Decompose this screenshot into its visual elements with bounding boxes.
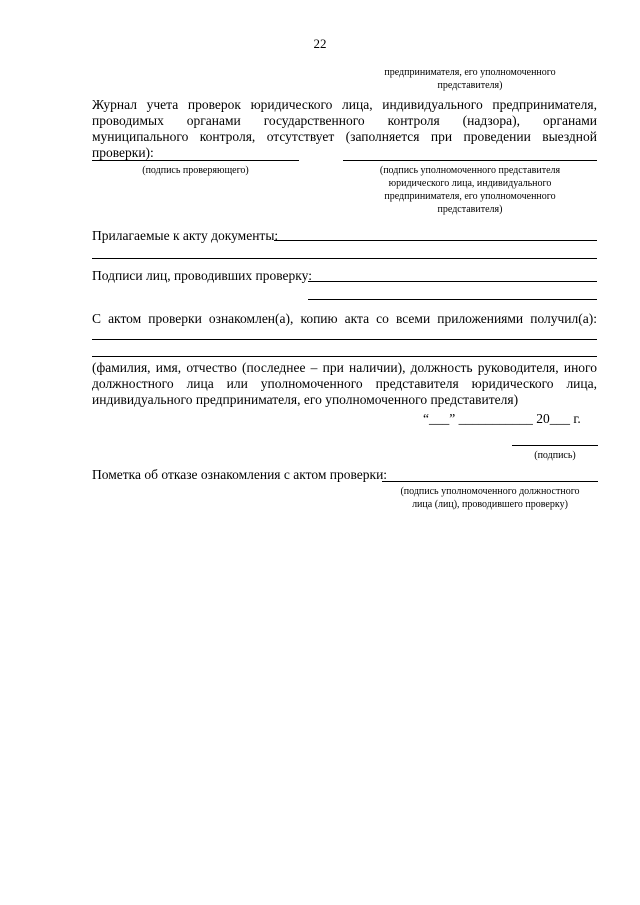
caption-line: (подпись уполномоченного должностного — [400, 486, 580, 497]
signatures-label: Подписи лиц, проводивших проверку: — [92, 268, 312, 283]
acquainted-paragraph: С актом проверки ознакомлен(а), копию акта со всеми приложениями получил(а): — [92, 311, 597, 326]
attached-docs-field[interactable] — [274, 240, 597, 241]
date-year-prefix: 20 — [536, 411, 550, 426]
journal-paragraph: Журнал учета проверок юридического лица, индивидуального предпринимателя, проводимых органами государственного контроля (надзора), органами муниципального контроля, отсутствует (заполняется при проведении выездной проверки): — [92, 97, 597, 160]
refusal-label: Пометка об отказе ознакомления с актом проверки: — [92, 467, 388, 482]
caption-line: (подпись уполномоченного представителя — [379, 165, 561, 176]
signatures-field[interactable] — [308, 281, 597, 282]
attached-docs-label: Прилагаемые к акту документы: — [92, 228, 279, 243]
top-caption-line: представителя) — [437, 80, 503, 91]
page-number: 22 — [313, 36, 327, 51]
caption-line: представителя) — [437, 204, 503, 215]
date-close-quote: ” — [449, 411, 456, 426]
signature-line[interactable] — [512, 445, 598, 446]
refusal-caption — [382, 485, 598, 511]
caption-line: юридического лица, индивидуального — [388, 178, 552, 189]
caption-line: лица (лиц), проводившего проверку) — [412, 499, 568, 510]
refusal-signature-line[interactable] — [382, 481, 598, 482]
fio-caption: (фамилия, имя, отчество (последнее – при наличии), должность руководителя, иного должностного лица или уполномоченного представителя юридического лица, индивидуального предпринимателя, его уполномоченного представителя) — [92, 360, 597, 407]
signature-caption: (подпись) — [534, 450, 576, 461]
date-month-field[interactable]: ___________ — [458, 411, 533, 426]
caption-line: предпринимателя, его уполномоченного — [384, 191, 556, 202]
date-line — [423, 411, 598, 427]
inspector-signature-line[interactable] — [92, 160, 299, 161]
acquainted-field[interactable] — [92, 339, 597, 340]
top-caption-line: предпринимателя, его уполномоченного — [384, 67, 556, 78]
date-open-quote: “ — [423, 411, 429, 426]
attached-docs-field-2[interactable] — [92, 258, 597, 259]
representative-signature-line[interactable] — [343, 160, 597, 161]
top-caption — [360, 66, 580, 92]
representative-signature-caption — [343, 164, 597, 216]
inspector-signature-caption: (подпись проверяющего) — [142, 165, 249, 176]
date-year-field[interactable]: ___ — [549, 411, 570, 426]
date-day-field[interactable]: ___ — [429, 411, 450, 426]
acquainted-field-2[interactable] — [92, 356, 597, 357]
date-year-suffix: г. — [573, 411, 581, 426]
signatures-field-2[interactable] — [308, 299, 597, 300]
